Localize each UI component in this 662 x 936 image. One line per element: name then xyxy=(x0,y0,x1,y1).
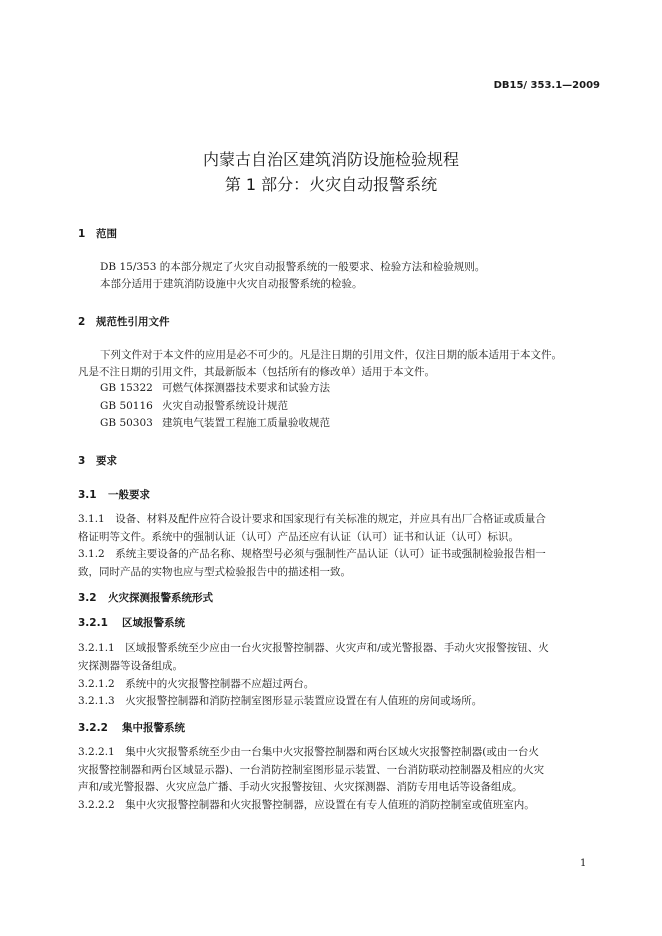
section-number: 3.1 xyxy=(78,489,97,501)
reference-item xyxy=(100,414,330,432)
section-3-heading xyxy=(78,453,117,468)
clause-3-2-2-1-line: 3.2.2.1 集中火灾报警系统至少由一台集中火灾报警控制器和两台区域火灾报警控制器(或由一台火 xyxy=(78,746,539,758)
section-number: 3 xyxy=(78,455,86,467)
reference-title: 火灾自动报警系统设计规范 xyxy=(162,400,288,412)
reference-code: GB 50303 xyxy=(100,417,153,429)
subsection-3-2-2-heading xyxy=(78,720,185,735)
section-title: 一般要求 xyxy=(108,489,150,501)
standard-code: DB15/ 353.1—2009 xyxy=(493,80,600,91)
reference-item xyxy=(100,379,330,397)
paragraph: 本部分适用于建筑消防设施中火灾自动报警系统的检验。 xyxy=(100,278,363,290)
section-number: 3.2.2 xyxy=(78,722,108,734)
page-number: 1 xyxy=(580,858,587,869)
clause-3-2-1-3: 3.2.1.3 火灾报警控制器和消防控制室图形显示装置应设置在有人值班的房间或场所。 xyxy=(78,695,483,707)
section-title: 规范性引用文件 xyxy=(96,316,170,328)
clause-3-1-2-line: 3.1.2 系统主要设备的产品名称、规格型号必须与强制性产品认证（认可）证书或强制检验报告相一 xyxy=(78,548,546,560)
clause-3-1-2-line: 致，同时产品的实物也应与型式检验报告中的描述相一致。 xyxy=(78,566,351,578)
subsection-3-2-heading xyxy=(78,590,213,605)
paragraph: DB 15/353 的本部分规定了火灾自动报警系统的一般要求、检验方法和检验规则。 xyxy=(100,261,486,273)
clause-3-1-1-line: 格证明等文件。系统中的强制认证（认可）产品还应有认证（认可）证书和认证（认可）标识。 xyxy=(78,531,519,543)
clause-3-1-1-line: 3.1.1 设备、材料及配件应符合设计要求和国家现行有关标准的规定，并应具有出厂合格证或质量合 xyxy=(78,513,546,525)
document-title: 内蒙古自治区建筑消防设施检验规程 xyxy=(202,150,459,169)
reference-item xyxy=(100,397,288,415)
subsection-3-2-1-heading xyxy=(78,615,185,630)
reference-title: 建筑电气装置工程施工质量验收规范 xyxy=(162,417,330,429)
section-title: 火灾探测报警系统形式 xyxy=(108,592,213,604)
clause-3-2-1-1-line: 3.2.1.1 区域报警系统至少应由一台火灾报警控制器、火灾声和/或光警报器、手动火灾报警按钮、火 xyxy=(78,642,549,654)
section-1-heading xyxy=(78,226,117,241)
section-title: 范围 xyxy=(96,228,117,240)
section-title: 集中报警系统 xyxy=(122,722,185,734)
reference-title: 可燃气体探测器技术要求和试验方法 xyxy=(162,382,330,394)
clause-3-2-1-1-line: 灾探测器等设备组成。 xyxy=(78,660,183,672)
section-number: 2 xyxy=(78,316,86,328)
section-number: 3.2 xyxy=(78,592,97,604)
document-subtitle: 第 1 部分：火灾自动报警系统 xyxy=(224,175,438,194)
paragraph: 下列文件对于本文件的应用是必不可少的。凡是注日期的引用文件，仅注日期的版本适用于本文件。 xyxy=(100,349,562,361)
clause-3-2-2-2: 3.2.2.2 集中火灾报警控制器和火灾报警控制器，应设置在有专人值班的消防控制室或值班室内。 xyxy=(78,799,535,811)
section-title: 区域报警系统 xyxy=(122,617,185,629)
paragraph: 凡是不注日期的引用文件，其最新版本（包括所有的修改单）适用于本文件。 xyxy=(78,366,435,378)
section-number: 3.2.1 xyxy=(78,617,108,629)
clause-3-2-1-2: 3.2.1.2 系统中的火灾报警控制器不应超过两台。 xyxy=(78,678,315,690)
reference-code: GB 50116 xyxy=(100,400,153,412)
section-title: 要求 xyxy=(96,455,117,467)
subsection-3-1-heading xyxy=(78,487,150,502)
section-number: 1 xyxy=(78,228,86,240)
clause-3-2-2-1-line: 声和/或光警报器、火灾应急广播、手动火灾报警按钮、火灾探测器、消防专用电话等设备组成。 xyxy=(78,781,523,793)
clause-3-2-2-1-line: 灾报警控制器和两台区域显示器)、一台消防控制室图形显示装置、一台消防联动控制器及相应的火灾 xyxy=(78,764,545,776)
reference-code: GB 15322 xyxy=(100,382,153,394)
section-2-heading xyxy=(78,314,170,329)
